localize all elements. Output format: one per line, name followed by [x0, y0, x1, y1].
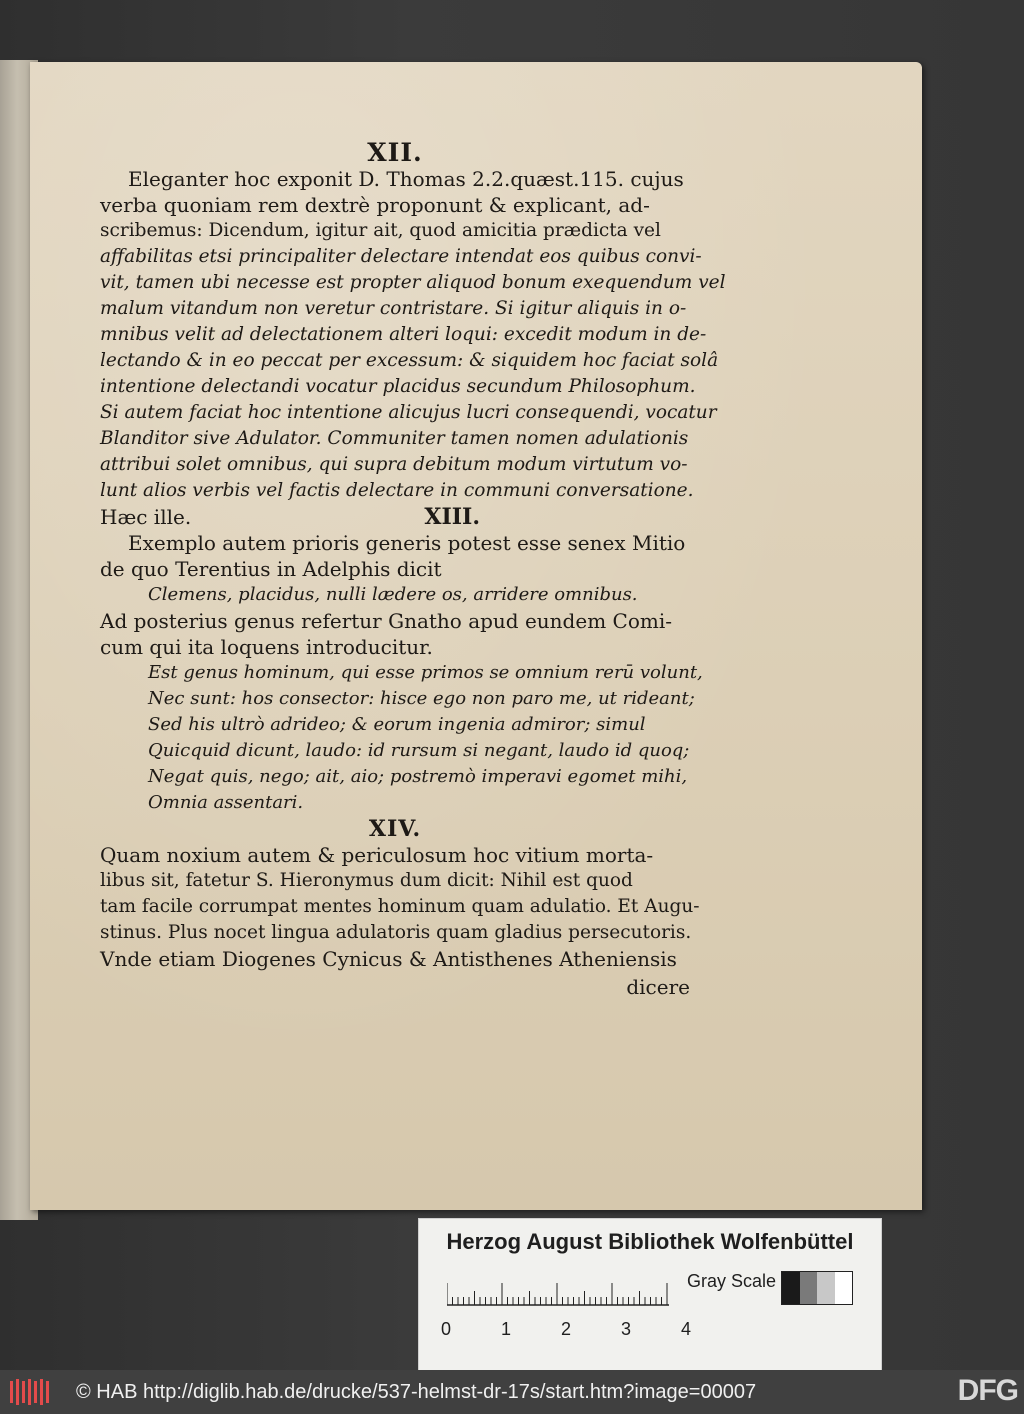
text-line: intentione delectandi vocatur placidus secundum Philosophum.: [100, 376, 696, 397]
catchword: dicere: [626, 975, 690, 999]
verse-line: Nec sunt: hos consector: hisce ego non paro me, ut rideant;: [148, 688, 695, 709]
text-line: Blanditor sive Adulator. Communiter tamen nomen adulationis: [100, 428, 689, 449]
section-heading-xiv: XIV.: [368, 816, 422, 842]
ruler-number: 4: [680, 1319, 691, 1339]
page-text: [100, 138, 726, 1000]
haec-ille: Hæc ille.: [100, 505, 192, 529]
ruler-number: 3: [620, 1319, 631, 1339]
text-line: malum vitandum non veretur contristare. Si igitur aliquis in o-: [100, 298, 687, 319]
text-line: libus sit, fatetur S. Hieronymus dum dicit: Nihil est quod: [100, 870, 633, 891]
text-line: mnibus velit ad delectationem alteri loqui: excedit modum in de-: [100, 324, 707, 345]
text-line: affabilitas etsi principaliter delectare intendat eos quibus convi-: [100, 246, 702, 267]
text-line: lectando & in eo peccat per excessum: & siquidem hoc faciat solâ: [100, 350, 719, 371]
verse-line: Omnia assentari.: [148, 792, 304, 813]
ruler-number: 1: [500, 1319, 511, 1339]
verse-line: Quicquid dicunt, laudo: id rursum si negant, laudo id quoq;: [148, 740, 690, 761]
gray-swatch: [835, 1272, 853, 1304]
ruler-number: 0: [441, 1319, 452, 1339]
gray-swatch: [800, 1272, 818, 1304]
text-line: cum qui ita loquens introducitur.: [100, 635, 433, 659]
ruler-scale-icon: [447, 1273, 677, 1319]
text-line: stinus. Plus nocet lingua adulatoris quam gladius persecutoris.: [100, 922, 692, 943]
text-line: scribemus: Dicendum, igitur ait, quod amicitia prædicta vel: [100, 220, 661, 241]
text-line: tam facile corrumpat mentes hominum quam adulatio. Et Augu-: [100, 896, 700, 917]
text-line: Ad posterius genus refertur Gnatho apud eundem Comi-: [100, 609, 672, 633]
paragraph-xii: [100, 166, 726, 504]
book-page: [30, 62, 922, 1210]
text-line: vit, tamen ubi necesse est propter aliquod bonum exequendum vel: [100, 272, 726, 293]
copyright-url[interactable]: © HAB http://diglib.hab.de/drucke/537-helmst-dr-17s/start.htm?image=00007: [76, 1380, 757, 1403]
verse-line: Sed his ultrò adrideo; & eorum ingenia admiror; simul: [148, 714, 646, 735]
text-line: lunt alios verbis vel factis delectare in communi conversatione.: [100, 480, 694, 501]
haec-ille-row: [100, 504, 690, 530]
gray-swatch: [782, 1272, 800, 1304]
ruler-numbers: [441, 1319, 691, 1340]
text-line: Vnde etiam Diogenes Cynicus & Antisthenes Atheniensis: [100, 947, 677, 971]
paragraph-xiii: [100, 530, 690, 582]
verses-gnatho: [100, 660, 703, 816]
section-heading-xiii: XIII.: [424, 504, 480, 530]
text-line: attribui solet omnibus, qui supra debitum modum virtutum vo-: [100, 454, 688, 475]
paragraph-xiv: [100, 842, 700, 972]
verse-line: Clemens, placidus, nulli lædere os, arridere omnibus.: [148, 584, 638, 605]
ruler-number: 2: [560, 1319, 571, 1339]
section-heading-xii: XII.: [367, 138, 423, 167]
text-line: Eleganter hoc exponit D. Thomas 2.2.quæst.115. cujus: [128, 167, 684, 191]
text-line: Quam noxium autem & periculosum hoc vitium morta-: [100, 843, 654, 867]
text-line: de quo Terentius in Adelphis dicit: [100, 557, 442, 581]
hab-logo-icon: [8, 1376, 54, 1408]
dfg-logo: DFG: [957, 1374, 1018, 1407]
text-line: verba quoniam rem dextrè proponunt & explicant, ad-: [100, 193, 650, 217]
paragraph-gnatho: [100, 608, 690, 660]
viewer-footer: [0, 1370, 1024, 1414]
verse-line: Negat quis, nego; ait, aio; postremò imperavi egomet mihi,: [148, 766, 688, 787]
verse-line: Est genus hominum, qui esse primos se omnium rerū volunt,: [148, 662, 703, 683]
gray-scale-swatches: [781, 1271, 853, 1305]
text-line: Exemplo autem prioris generis potest esse senex Mitio: [128, 531, 686, 555]
gray-scale-label: Gray Scale: [687, 1271, 777, 1291]
gray-swatch: [817, 1272, 835, 1304]
text-line: Si autem faciat hoc intentione alicujus lucri consequendi, vocatur: [100, 402, 717, 423]
library-name: Herzog August Bibliothek Wolfenbüttel: [446, 1229, 854, 1254]
color-reference-card: [418, 1218, 882, 1372]
